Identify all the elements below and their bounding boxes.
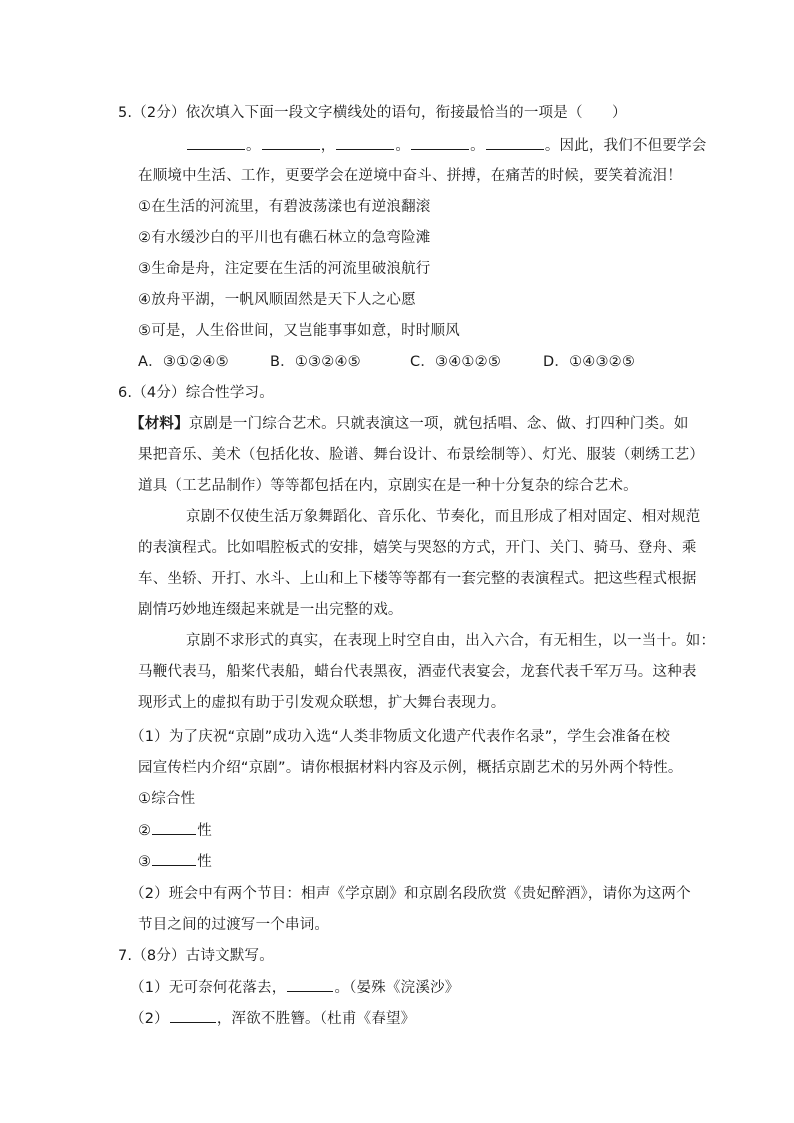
q6-p2-line-4: 剧情巧妙地连缀起来就是一出完整的戏。 [138,602,403,618]
q5-blank-4 [411,135,469,150]
q6-p2-line-1: 京剧不仅使生活万象舞蹈化、音乐化、节奏化，而且形成了相对固定、相对规范 [186,509,701,525]
q7-sentence-2 [130,1008,415,1029]
q6-answer-1: ①综合性 [138,791,196,807]
q5-text-line: 在顺境中生活、工作，更要学会在逆境中奋斗、拼搏，在痛苦的时候，要笑着流泪！ [138,168,682,184]
q6-p3-line-1: 京剧不求形式的真实，在表现上时空自由，出入六合，有无相生，以一当十。如： [186,633,716,649]
q5-sep-3: 。 [395,138,411,154]
q6-answer-2-blank[interactable] [152,820,196,835]
q7-sentence-1 [130,977,460,998]
q6-answer-2-suffix: 性 [197,823,212,839]
q6-answer-3-blank[interactable] [152,851,196,866]
q5-sep-4: 。 [470,138,485,154]
q6-p2-line-3: 车、坐轿、开打、水斗、上山和上下楼等等都有一套完整的表演程式。把这些程式根据 [138,571,697,587]
q6-answer-2-prefix: ② [138,823,152,839]
q7-s1-prefix: （1）无可奈何花落去， [130,980,287,996]
q6-answer-3-suffix: 性 [197,854,212,870]
q5-option-d[interactable]: D．①④③②⑤ [543,354,636,370]
q6-answer-3-prefix: ③ [138,854,152,870]
q7-s2-blank[interactable] [170,1008,216,1023]
q5-blank-2 [262,135,320,150]
q6-p2-line-2: 的表演程式。比如唱腔板式的安排，嬉笑与哭怒的方式，开门、关门、骑马、登舟、乘 [138,540,697,556]
q6-sub1-line-1: （1）为了庆祝“京剧”成功入选“人类非物质文化遗产代表作名录”，学生会准备在校 [130,729,671,745]
q6-sub1-line-2: 园宣传栏内介绍“京剧”。请你根据材料内容及示例，概括京剧艺术的另外两个特性。 [138,760,683,776]
q5-item-2: ②有水缓沙白的平川也有礁石林立的急弯险滩 [138,230,431,246]
q5-option-b[interactable]: B．①③②④⑤ [270,354,361,370]
q5-blank-1 [187,135,245,150]
q5-item-3: ③生命是舟，注定要在生活的河流里破浪航行 [138,261,431,277]
q6-p3-line-3: 现形式上的虚拟有助于引发观众联想，扩大舞台表现力。 [138,695,506,711]
q7-s1-suffix: 。（晏殊《浣溪沙》 [334,980,460,996]
q5-item-5: ⑤可是，人生俗世间，又岂能事事如意，时时顺风 [138,323,460,339]
q6-sub2-line-2: 节目之间的过渡写一个串词。 [138,917,330,933]
q6-material-text: 京剧是一门综合艺术。只就表演这一项，就包括唱、念、做、打四种门类。如 [188,416,689,432]
q5-item-4: ④放舟平湖，一帆风顺固然是天下人之心愿 [138,292,416,308]
q5-item-1: ①在生活的河流里，有碧波荡漾也有逆浪翻滚 [138,199,431,215]
q6-sub2-line-1: （2）班会中有两个节目：相声《学京剧》和京剧名段欣赏《贵妃醉酒》，请你为这两个 [130,886,691,902]
q5-sep-5: 。因此，我们不但要学会 [544,138,707,154]
q6-stem: 6.（4分）综合性学习。 [118,385,274,401]
q6-answer-2 [138,820,212,841]
q5-option-c[interactable]: C．③④①②⑤ [410,354,502,370]
q6-p1-line-2: 果把音乐、美术（包括化妆、脸谱、舞台设计、布景绘制等）、灯光、服装（刺绣工艺） [138,447,705,463]
q5-stem: 5.（2分）依次填入下面一段文字横线处的语句，衔接最恰当的一项是（ ） [118,105,627,121]
q5-blank-5 [486,135,544,150]
q5-options [138,352,635,372]
q5-blank-3 [336,135,394,150]
q7-stem: 7.（8分）古诗文默写。 [118,948,274,964]
q6-answer-3 [138,851,212,872]
q5-option-a[interactable]: A．③①②④⑤ [138,354,229,370]
q5-sep-1: 。 [246,138,261,154]
q5-sep-2: ， [320,138,336,154]
q6-p3-line-2: 马鞭代表马，船桨代表船，蜡台代表黑夜，酒壶代表宴会，龙套代表千军万马。这种表 [138,664,697,680]
q7-s2-prefix: （2） [130,1011,169,1027]
q6-material-line-1 [130,414,689,434]
q5-blanks-line [186,135,707,156]
q6-p1-line-3: 道具（工艺品制作）等等都包括在内，京剧实在是一种十分复杂的综合艺术。 [138,478,638,494]
q7-s1-blank[interactable] [287,977,333,992]
q6-material-label: 【材料】 [130,416,189,432]
q7-s2-suffix: ，浑欲不胜簪。（杜甫《春望》 [216,1011,416,1027]
